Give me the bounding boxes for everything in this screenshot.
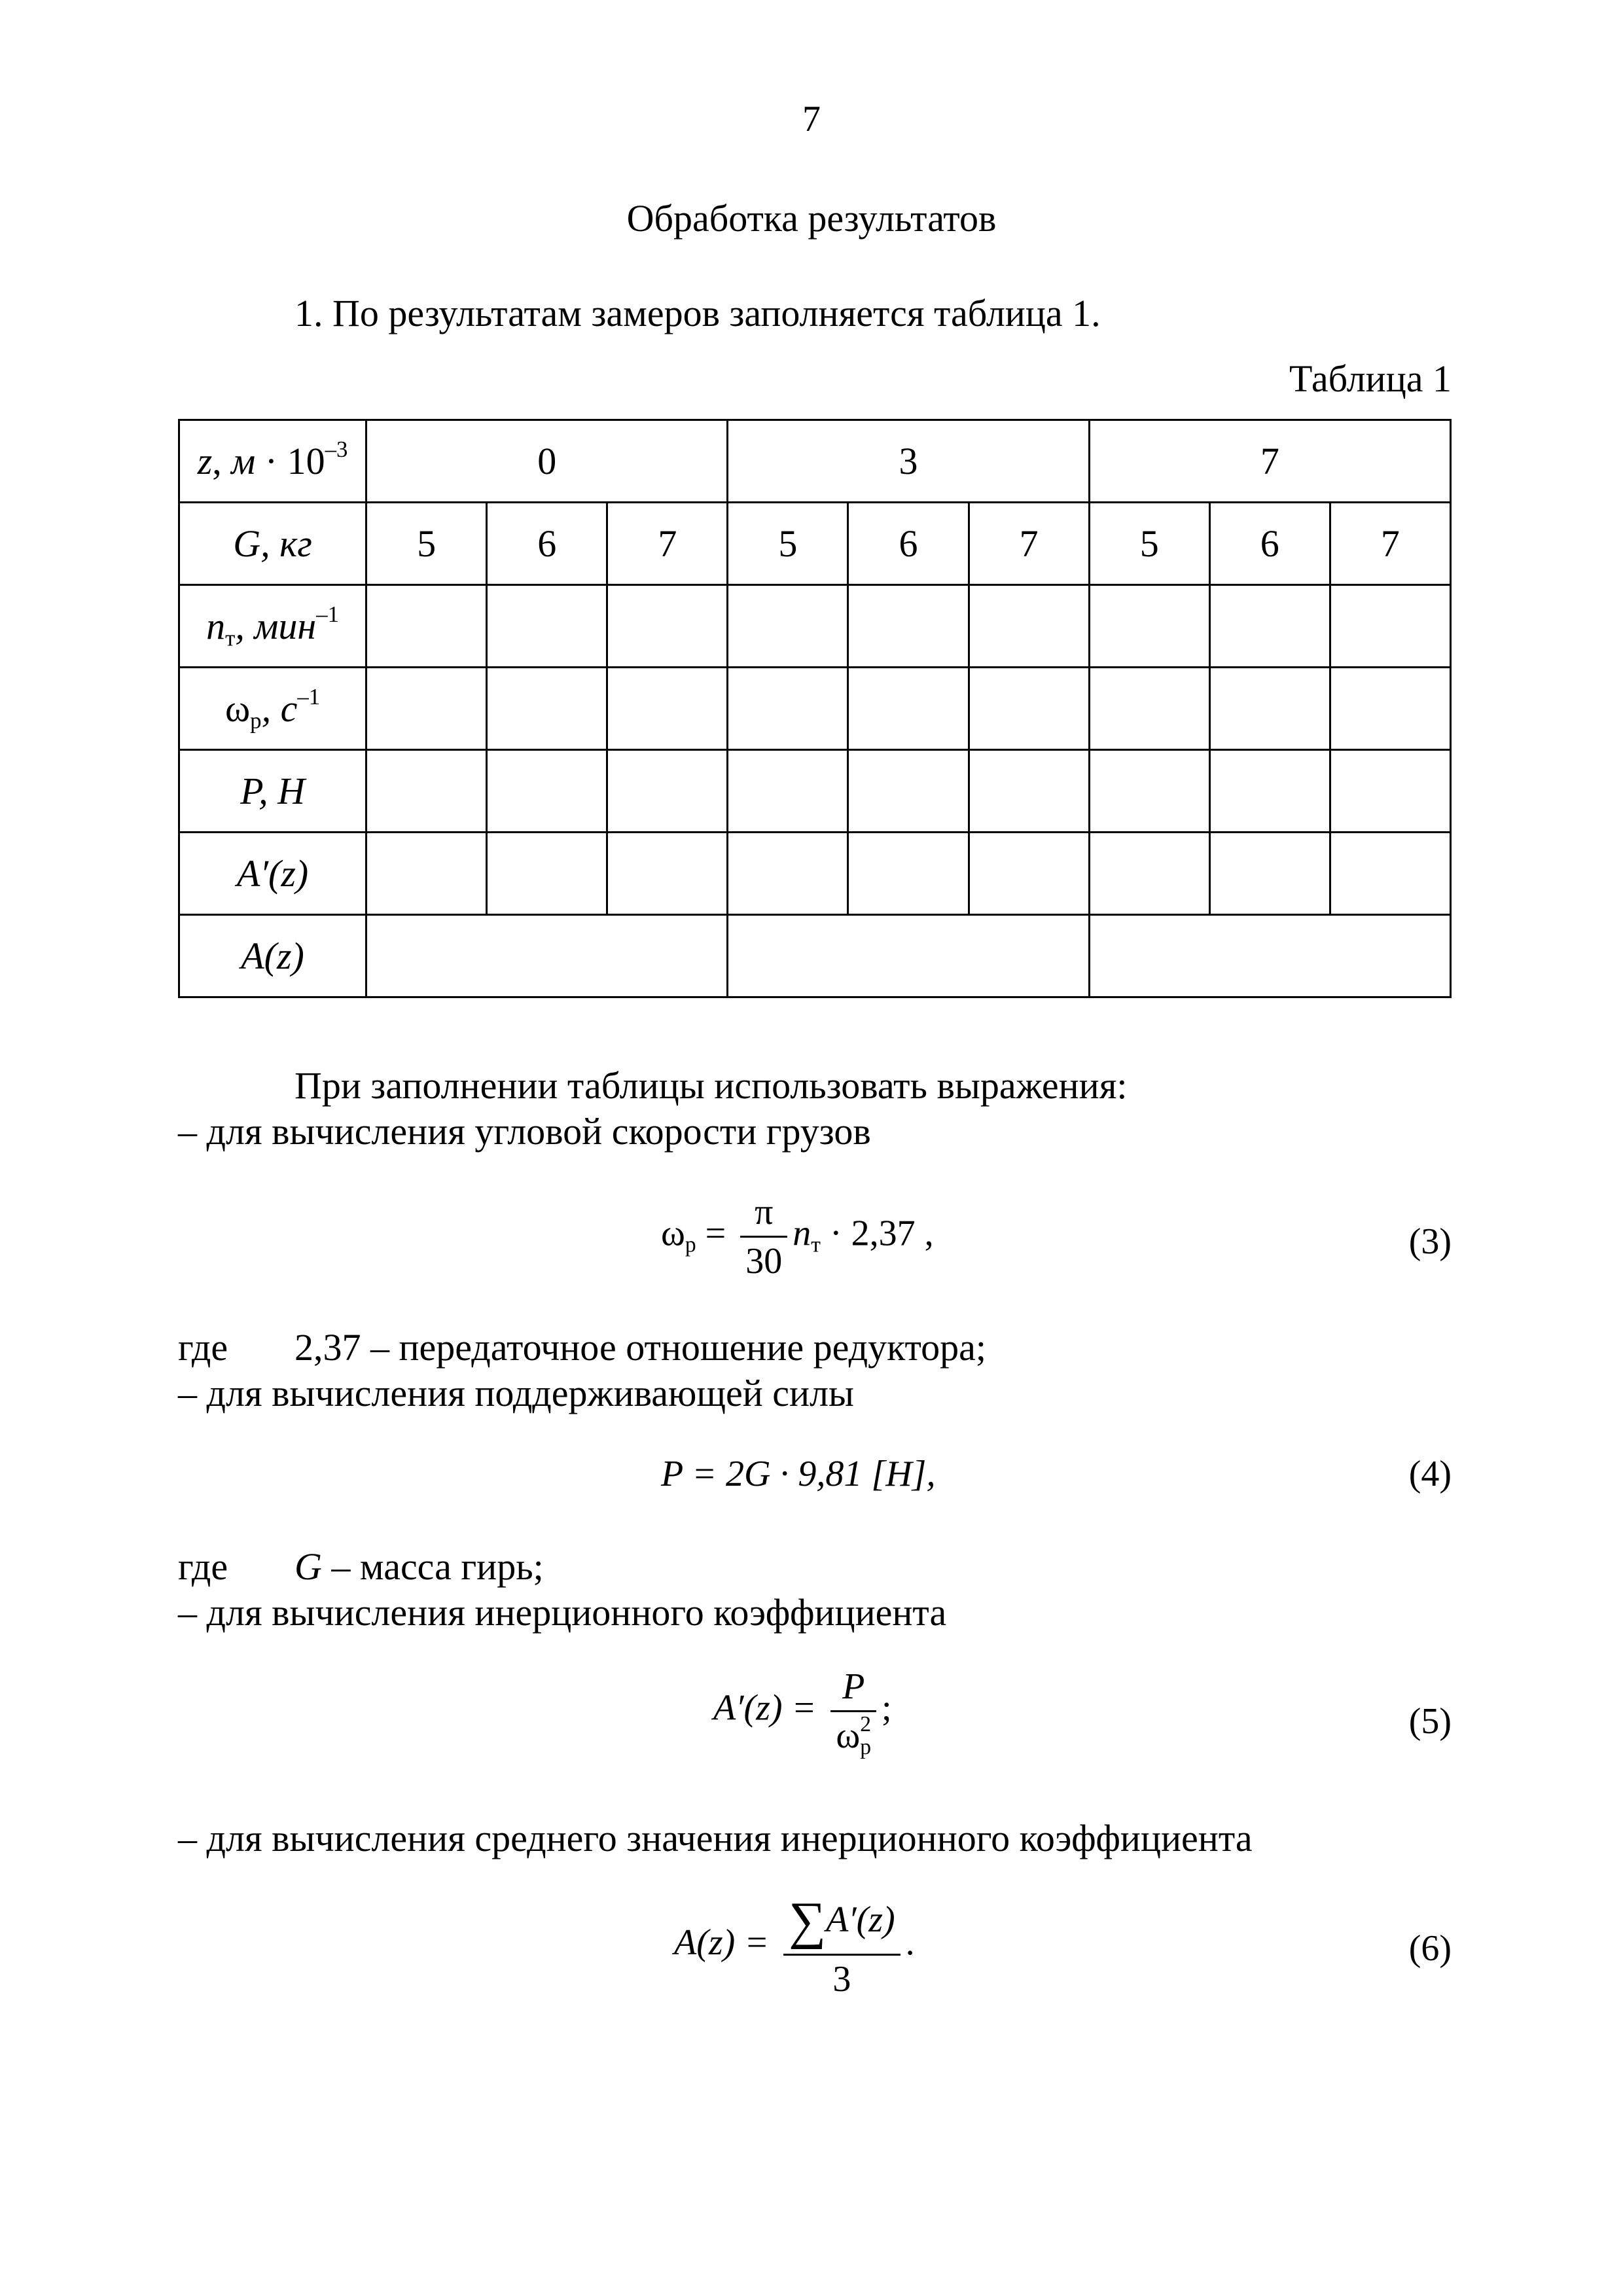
empty-cell	[366, 915, 728, 997]
table-row-p	[179, 750, 1451, 833]
g-cell: 6	[848, 503, 969, 585]
empty-cell	[728, 915, 1089, 997]
empty-cell	[1209, 668, 1330, 750]
where-label-1: где	[178, 1326, 228, 1369]
empty-cell	[969, 750, 1089, 833]
empty-cell	[1209, 833, 1330, 915]
results-table	[178, 419, 1452, 998]
g-cell: 7	[969, 503, 1089, 585]
item-mean-coefficient: – для вычисления среднего значения инерционного коэффициента	[178, 1817, 1253, 1859]
empty-cell	[1209, 750, 1330, 833]
where-text-2: G – масса гирь;	[294, 1545, 544, 1588]
section-heading: Обработка результатов	[626, 197, 997, 240]
sum-icon: ∑	[789, 1892, 827, 1950]
empty-cell	[366, 833, 487, 915]
empty-cell	[1089, 915, 1450, 997]
g-cell: 5	[366, 503, 487, 585]
row-label-a: A(z)	[179, 915, 366, 997]
item-supporting-force: – для вычисления поддерживающей силы	[178, 1372, 854, 1414]
row-label-a-prime: A′(z)	[179, 833, 366, 915]
row-label-z: z, $м \cdot 10^{-3}$	[179, 420, 366, 503]
empty-cell	[969, 668, 1089, 750]
empty-cell	[728, 833, 848, 915]
equation-3: $\omega_р$ = $\frac{\pi}{30}$ $n_т \cdot 2,37$ ,	[661, 1192, 934, 1282]
equation-4: P = 2G · 9,81 [H],	[661, 1454, 936, 1494]
empty-cell	[1089, 833, 1209, 915]
usage-paragraph: При заполнении таблицы использовать выражения:	[294, 1064, 1128, 1107]
empty-cell	[607, 585, 728, 668]
equation-6: A(z) = $\frac{\sum A'(z)}{3}$ .	[674, 1892, 915, 2000]
empty-cell	[848, 668, 969, 750]
empty-cell	[487, 585, 607, 668]
g-cell: 7	[607, 503, 728, 585]
empty-cell	[1089, 585, 1209, 668]
row-label-n: $n_т$, мин$^{-1}$	[179, 585, 366, 668]
empty-cell	[1089, 750, 1209, 833]
g-cell: 6	[1209, 503, 1330, 585]
intro-paragraph: 1. По результатам замеров заполняется таблица 1.	[294, 292, 1101, 334]
where-text-1: 2,37 – передаточное отношение редуктора;	[294, 1326, 986, 1369]
row-label-g: G, кг	[179, 503, 366, 585]
table-row-omega	[179, 668, 1451, 750]
z-group-cell: 3	[728, 420, 1089, 503]
empty-cell	[1330, 833, 1450, 915]
item-inertia-coefficient: – для вычисления инерционного коэффициента	[178, 1591, 947, 1634]
table-row-g	[179, 503, 1451, 585]
g-cell: 7	[1330, 503, 1450, 585]
empty-cell	[969, 833, 1089, 915]
empty-cell	[728, 585, 848, 668]
empty-cell	[607, 668, 728, 750]
table-row-a-prime	[179, 833, 1451, 915]
row-label-omega: $\omega_р$, $с^{-1}$	[179, 668, 366, 750]
where-label-2: где	[178, 1545, 228, 1588]
z-group-cell: 7	[1089, 420, 1450, 503]
empty-cell	[607, 750, 728, 833]
table-row-n	[179, 585, 1451, 668]
empty-cell	[969, 585, 1089, 668]
empty-cell	[487, 750, 607, 833]
empty-cell	[366, 750, 487, 833]
equation-5: A′(z) = $\frac{P}{\omega^2_р}$ ;	[713, 1666, 892, 1760]
empty-cell	[607, 833, 728, 915]
empty-cell	[366, 585, 487, 668]
empty-cell	[487, 668, 607, 750]
empty-cell	[487, 833, 607, 915]
empty-cell	[728, 668, 848, 750]
empty-cell	[848, 585, 969, 668]
empty-cell	[1089, 668, 1209, 750]
item-angular-velocity: – для вычисления угловой скорости грузов	[178, 1110, 871, 1153]
empty-cell	[366, 668, 487, 750]
empty-cell	[848, 833, 969, 915]
empty-cell	[1330, 750, 1450, 833]
empty-cell	[1209, 585, 1330, 668]
equation-5-number: (5)	[1408, 1701, 1452, 1742]
equation-6-number: (6)	[1408, 1928, 1452, 1969]
table-caption: Таблица 1	[1289, 357, 1452, 400]
table-row-z	[179, 420, 1451, 503]
g-cell: 5	[1089, 503, 1209, 585]
table-row-a	[179, 915, 1451, 997]
empty-cell	[1330, 668, 1450, 750]
g-cell: 5	[728, 503, 848, 585]
g-cell: 6	[487, 503, 607, 585]
empty-cell	[728, 750, 848, 833]
page-number: 7	[802, 99, 821, 139]
row-label-p: P, H	[179, 750, 366, 833]
z-group-cell: 0	[366, 420, 728, 503]
empty-cell	[1330, 585, 1450, 668]
equation-3-number: (3)	[1408, 1221, 1452, 1262]
empty-cell	[848, 750, 969, 833]
equation-4-number: (4)	[1408, 1454, 1452, 1494]
